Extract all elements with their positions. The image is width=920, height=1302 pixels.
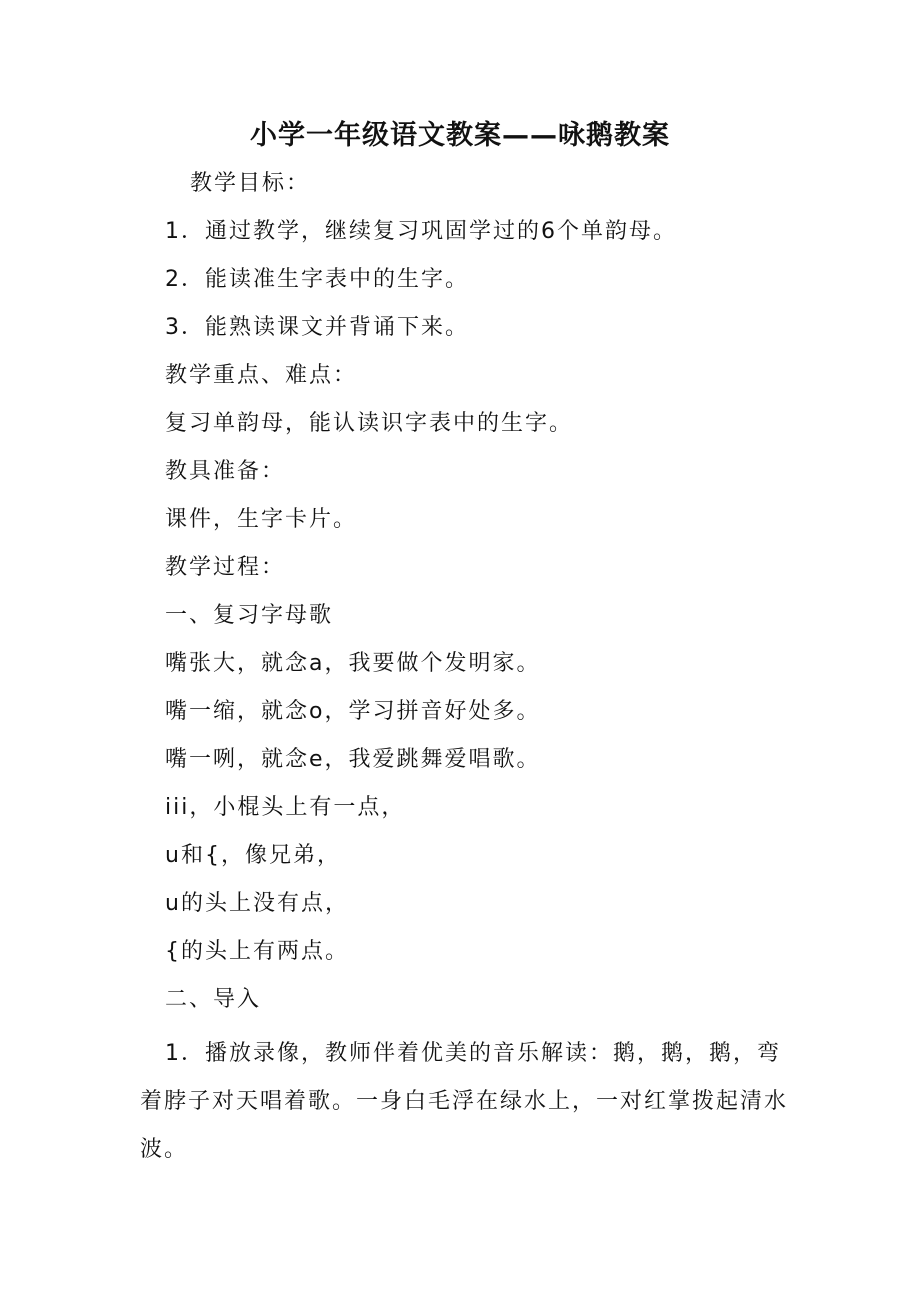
section-heading-objectives: 教学目标： bbox=[190, 171, 311, 196]
document-title: 小学一年级语文教案——咏鹅教案 bbox=[250, 120, 670, 151]
objective-1: 1．通过教学，继续复习巩固学过的6个单韵母。 bbox=[165, 219, 677, 244]
song-line-1: 嘴张大，就念a，我要做个发明家。 bbox=[165, 651, 541, 676]
song-line-4: iii，小棍头上有一点， bbox=[165, 795, 406, 820]
song-line-5: u和{，像兄弟， bbox=[165, 843, 341, 868]
materials-text: 课件，生字卡片。 bbox=[165, 507, 358, 532]
song-line-3: 嘴一咧，就念e，我爱跳舞爱唱歌。 bbox=[165, 747, 541, 772]
song-line-6: u的头上没有点， bbox=[165, 891, 349, 916]
key-points-text: 复习单韵母，能认读识字表中的生字。 bbox=[165, 411, 574, 436]
song-line-7: {的头上有两点。 bbox=[165, 939, 349, 964]
process-step-1-heading: 一、复习字母歌 bbox=[165, 603, 334, 628]
song-line-2: 嘴一缩，就念o，学习拼音好处多。 bbox=[165, 699, 541, 724]
section-heading-process: 教学过程： bbox=[165, 555, 286, 580]
objective-2: 2．能读准生字表中的生字。 bbox=[165, 267, 469, 292]
process-step-2-heading: 二、导入 bbox=[165, 987, 262, 1012]
objective-3: 3．能熟读课文并背诵下来。 bbox=[165, 315, 469, 340]
section-heading-materials: 教具准备： bbox=[165, 459, 286, 484]
intro-paragraph: 1．播放录像，教师伴着优美的音乐解读：鹅，鹅，鹅，弯着脖子对天唱着歌。一身白毛浮在绿水上，一对红掌拨起清水波。 bbox=[140, 1041, 789, 1162]
section-heading-key-points: 教学重点、难点： bbox=[165, 363, 358, 388]
